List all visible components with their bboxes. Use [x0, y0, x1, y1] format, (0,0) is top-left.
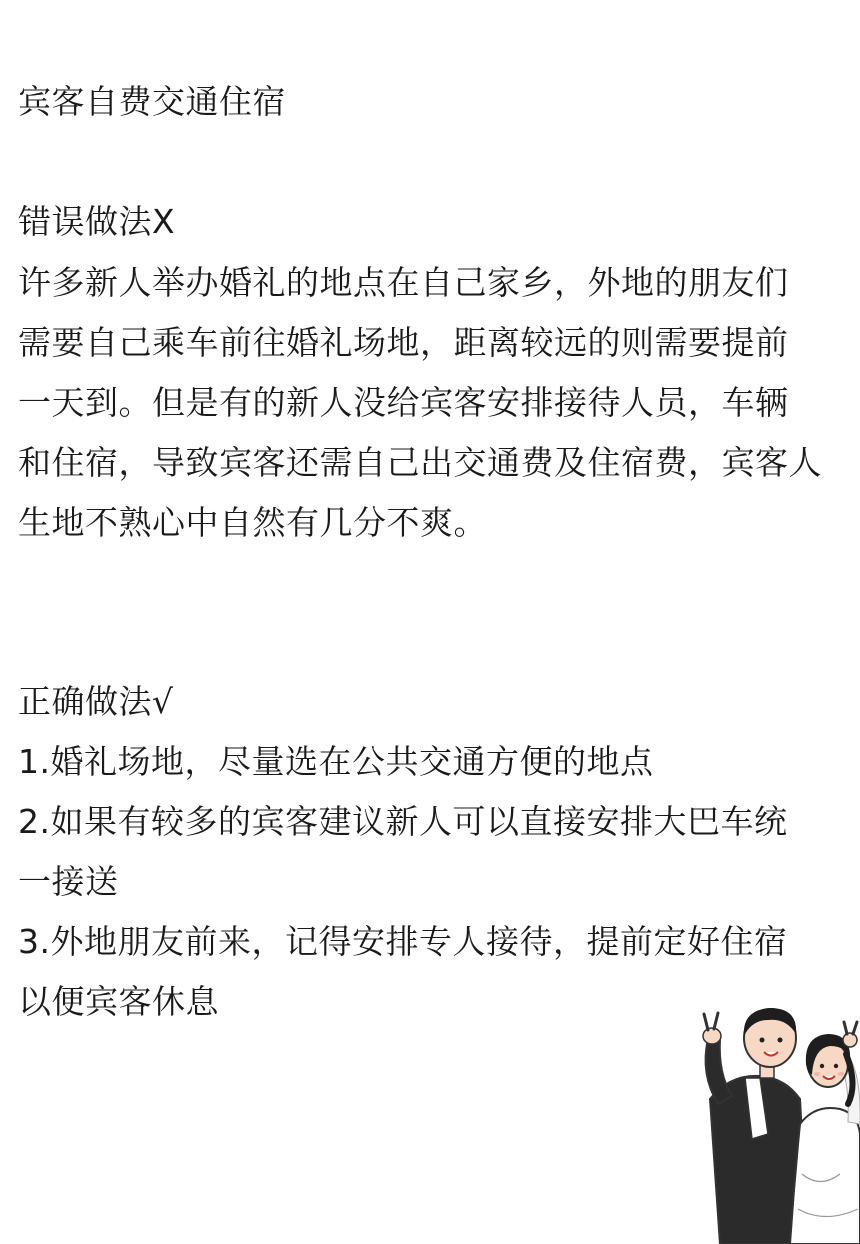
bride-dress [790, 1108, 860, 1244]
groom-hand [703, 1028, 721, 1044]
wrong-line: 生地不熟心中自然有几分不爽。 [18, 503, 487, 542]
bride-hand [843, 1033, 857, 1047]
page-title: 宾客自费交通住宿 [18, 82, 286, 121]
right-line: 一接送 [18, 862, 119, 901]
groom-arm [706, 1039, 732, 1104]
right-line: 1.婚礼场地，尽量选在公共交通方便的地点 [18, 742, 654, 781]
right-line: 3.外地朋友前来，记得安排专人接待，提前定好住宿 [18, 922, 788, 961]
wrong-line: 需要自己乘车前往婚礼场地，距离较远的则需要提前 [18, 323, 789, 362]
right-line: 2.如果有较多的宾客建议新人可以直接安排大巴车统 [18, 802, 788, 841]
wrong-line: 和住宿，导致宾客还需自己出交通费及住宿费，宾客人 [18, 443, 822, 482]
right-line: 以便宾客休息 [18, 982, 219, 1021]
wrong-line: 许多新人举办婚礼的地点在自己家乡，外地的朋友们 [18, 263, 789, 302]
wrong-heading: 错误做法X [18, 202, 176, 241]
wrong-line: 一天到。但是有的新人没给宾客安排接待人员，车辆 [18, 383, 789, 422]
right-heading: 正确做法√ [18, 682, 174, 721]
wedding-couple-illustration [690, 1004, 860, 1244]
